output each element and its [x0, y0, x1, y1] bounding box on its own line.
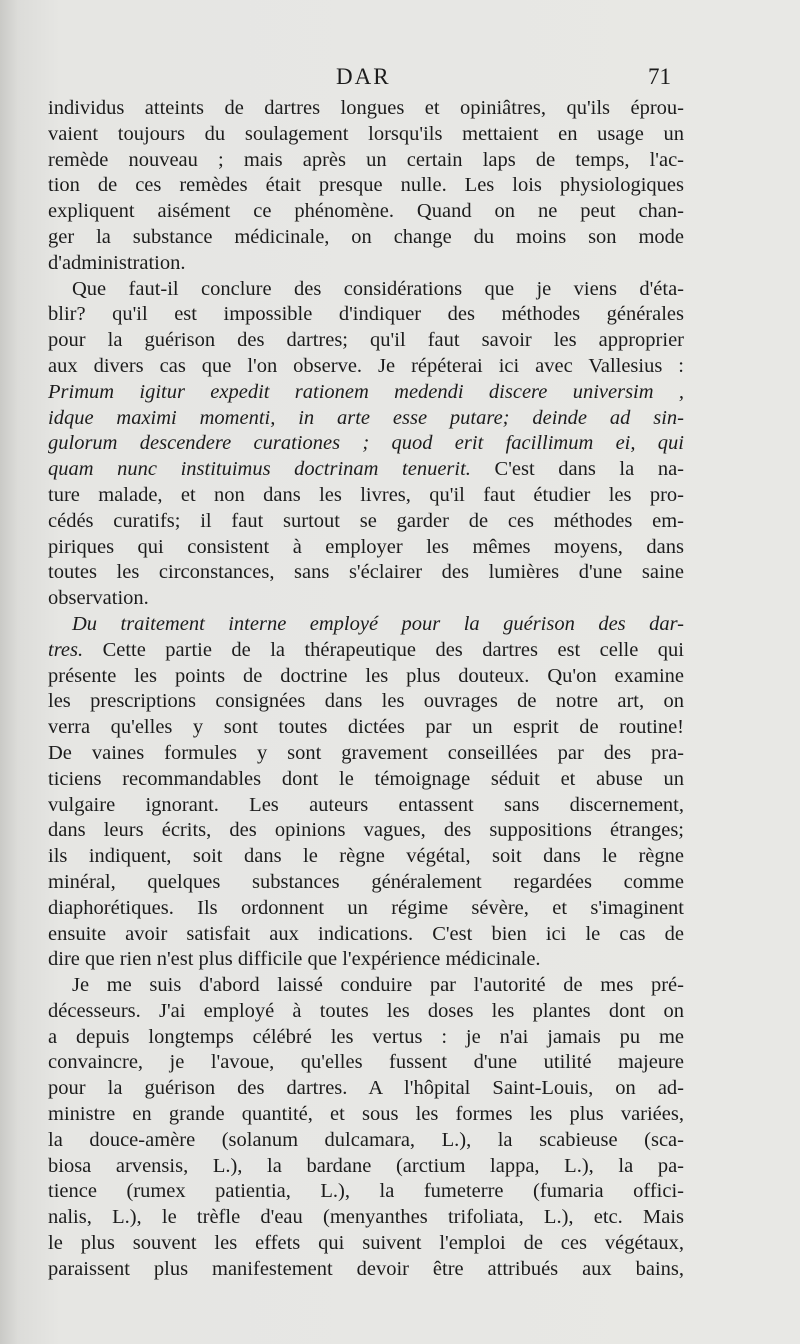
text-line: tion de ces remèdes était presque nulle. Les lois physiologiques — [48, 174, 684, 197]
text-line: blir? qu'il est impossible d'indiquer des méthodes générales — [48, 303, 684, 326]
page-number: 71 — [648, 64, 671, 89]
text-line: piriques qui consistent à employer les mêmes moyens, dans — [48, 535, 684, 558]
text-line: Du traitement interne employé pour la guérison des dar- — [72, 612, 684, 635]
text-line: ture malade, et non dans les livres, qu'il faut étudier les pro- — [48, 483, 684, 506]
text-line: idque maximi momenti, in arte esse putare; deinde ad sin- — [48, 406, 684, 429]
text-line: cédés curatifs; il faut surtout se garder de ces méthodes em- — [48, 509, 684, 532]
roman-segment: C'est dans la na- — [470, 458, 684, 481]
text-line: Je me suis d'abord laissé conduire par l'autorité de mes pré- — [72, 974, 684, 997]
text-line: le plus souvent les effets qui suivent l'emploi de ces végétaux, — [48, 1232, 684, 1255]
text-line — [48, 638, 684, 664]
text-line: d'administration. — [48, 251, 186, 274]
text-line: individus atteints de dartres longues et opiniâtres, qu'ils éprou- — [48, 97, 684, 119]
text-line: dans leurs écrits, des opinions vagues, des suppositions étranges; — [48, 819, 684, 842]
text-line: observation. — [48, 587, 149, 610]
text-line: présente les points de doctrine les plus douteux. Qu'on examine — [48, 664, 684, 687]
text-line: De vaines formules y sont gravement conseillées par des pra- — [48, 741, 684, 764]
text-line: nalis, L.), le trèfle d'eau (menyanthes trifoliata, L.), etc. Mais — [48, 1206, 684, 1229]
text-line: verra qu'elles y sont toutes dictées par un esprit de routine! — [48, 716, 684, 739]
text-line: les prescriptions consignées dans les ouvrages de notre art, on — [48, 690, 684, 713]
text-line: la douce-amère (solanum dulcamara, L.), la scabieuse (sca- — [48, 1128, 684, 1151]
text-line: décesseurs. J'ai employé à toutes les doses les plantes dont on — [48, 999, 684, 1022]
text-line: remède nouveau ; mais après un certain laps de temps, l'ac- — [48, 148, 684, 171]
text-line: ensuite avoir satisfait aux indications. C'est bien ici le cas de — [48, 922, 684, 945]
italic-segment: quam nunc instituimus doctrinam tenuerit. — [48, 458, 471, 481]
text-line: a depuis longtemps célébré les vertus : je n'ai jamais pu me — [48, 1025, 684, 1048]
text-line: dire que rien n'est plus difficile que l'expérience médicinale. — [48, 948, 541, 971]
text-line: paraissent plus manifestement devoir être attribués aux bains, — [48, 1257, 684, 1280]
text-line: ils indiquent, soit dans le règne végétal, soit dans le règne — [48, 845, 684, 868]
roman-segment: Cette partie de la thérapeutique des dartres est celle qui — [83, 638, 684, 661]
body-text — [48, 96, 684, 1283]
italic-segment: tres. — [48, 638, 84, 661]
text-line: vaient toujours du soulagement lorsqu'ils mettaient en usage un — [48, 122, 684, 145]
text-line: convaincre, je l'avoue, qu'elles fussent d'une utilité majeure — [48, 1051, 684, 1074]
text-line: ger la substance médicinale, on change du moins son mode — [48, 225, 684, 248]
text-line: aux divers cas que l'on observe. Je répéterai ici avec Vallesius : — [48, 354, 684, 377]
running-head: DAR — [336, 64, 391, 89]
text-line: gulorum descendere curationes ; quod erit facillimum ei, qui — [48, 432, 684, 455]
text-line: expliquent aisément ce phénomène. Quand on ne peut chan- — [48, 200, 684, 223]
text-line: diaphorétiques. Ils ordonnent un régime sévère, et s'imaginent — [48, 896, 684, 919]
text-line — [48, 457, 684, 483]
text-line: vulgaire ignorant. Les auteurs entassent sans discernement, — [48, 793, 684, 816]
text-line: pour la guérison des dartres; qu'il faut savoir les approprier — [48, 329, 684, 352]
text-line: tience (rumex patientia, L.), la fumeterre (fumaria offici- — [48, 1180, 684, 1203]
text-line: biosa arvensis, L.), la bardane (arctium lappa, L.), la pa- — [48, 1154, 684, 1177]
text-line: toutes les circonstances, sans s'éclairer des lumières d'une saine — [48, 561, 684, 584]
text-line: Que faut-il conclure des considérations que je viens d'éta- — [72, 277, 684, 300]
page-header — [0, 64, 800, 94]
text-line: Primum igitur expedit rationem medendi discere universim , — [48, 380, 684, 403]
text-line: pour la guérison des dartres. A l'hôpital Saint-Louis, on ad- — [48, 1077, 684, 1100]
text-line: minéral, quelques substances généralement regardées comme — [48, 870, 684, 893]
text-line: ministre en grande quantité, et sous les formes les plus variées, — [48, 1103, 684, 1126]
text-line: ticiens recommandables dont le témoignage séduit et abuse un — [48, 767, 684, 790]
